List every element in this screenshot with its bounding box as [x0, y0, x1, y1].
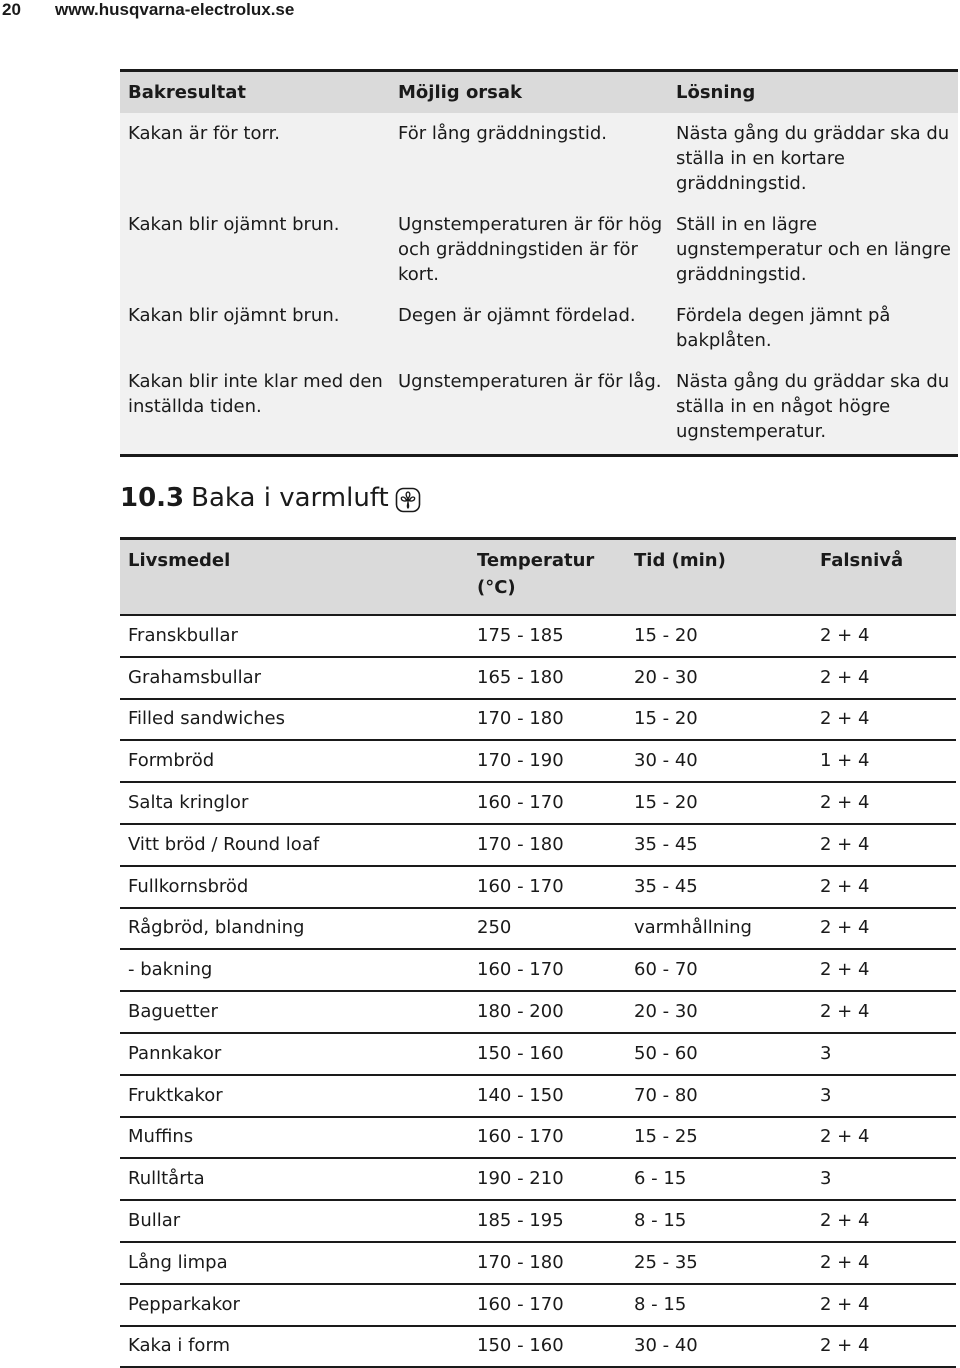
table-row — [120, 1327, 956, 1368]
table-row — [120, 353, 958, 444]
table-cell: 165 - 180 — [477, 666, 564, 688]
table-cell: 150 - 160 — [477, 1042, 564, 1064]
table-row — [120, 1243, 956, 1285]
table-row — [120, 658, 956, 700]
table-cell: 160 - 170 — [477, 1126, 564, 1148]
table-cell: För lång gräddningstid. — [398, 123, 607, 144]
table-cell: Kaka i form — [128, 1335, 231, 1357]
table-cell: 170 - 180 — [477, 833, 564, 855]
table-cell: 60 - 70 — [634, 959, 698, 981]
page-number: 20 — [2, 0, 21, 19]
table-cell: 140 - 150 — [477, 1084, 564, 1106]
table-row — [120, 1034, 956, 1076]
table-cell: Rågbröd, blandning — [128, 917, 305, 939]
table-row — [120, 287, 958, 353]
table-cell: 6 - 15 — [634, 1168, 687, 1190]
column-header-losning: Lösning — [676, 82, 756, 103]
table-cell: 2 + 4 — [820, 917, 870, 939]
table-cell: Degen är ojämnt fördelad. — [398, 305, 636, 326]
table-row — [120, 1285, 956, 1327]
table-row — [120, 1159, 956, 1201]
table-cell: Pepparkakor — [128, 1293, 240, 1315]
table-cell: 3 — [820, 1042, 832, 1064]
table-cell: 160 - 170 — [477, 959, 564, 981]
column-header-falsniva: Falsnivå — [820, 550, 904, 571]
table-header-row — [120, 72, 958, 113]
table-row — [120, 616, 956, 658]
table-row — [120, 909, 956, 951]
table-cell: Muffins — [128, 1126, 194, 1148]
table-cell: Grahamsbullar — [128, 666, 261, 688]
table-cell: - bakning — [128, 959, 213, 981]
table-cell: Ugnstemperaturen är för låg. — [398, 371, 662, 392]
table-row — [120, 1118, 956, 1160]
table-cell: 35 - 45 — [634, 875, 698, 897]
table-cell: Rulltårta — [128, 1168, 205, 1190]
baking-table-body — [120, 616, 956, 1368]
table-cell: 15 - 20 — [634, 792, 698, 814]
table-header-row — [120, 540, 956, 616]
table-cell: 70 - 80 — [634, 1084, 698, 1106]
table-cell: 2 + 4 — [820, 875, 870, 897]
table-row — [120, 741, 956, 783]
table-cell: 170 - 180 — [477, 1251, 564, 1273]
table-cell: Fördela degen jämnt på bakplåten. — [676, 305, 891, 351]
table-cell: Salta kringlor — [128, 792, 249, 814]
table-cell: Fullkornsbröd — [128, 875, 249, 897]
table-cell: 2 + 4 — [820, 666, 870, 688]
table-cell: Kakan blir inte klar med den inställda tiden. — [128, 371, 383, 417]
table-cell: 3 — [820, 1168, 832, 1190]
table-cell: 2 + 4 — [820, 1293, 870, 1315]
table-row — [120, 783, 956, 825]
table-cell: 160 - 170 — [477, 875, 564, 897]
fan-icon — [395, 485, 421, 511]
section-heading — [120, 478, 421, 518]
table-cell: Pannkakor — [128, 1042, 222, 1064]
table-row — [120, 1076, 956, 1118]
table-cell: 8 - 15 — [634, 1210, 687, 1232]
table-row — [120, 1201, 956, 1243]
table-cell: 20 - 30 — [634, 666, 698, 688]
table-cell: 2 + 4 — [820, 1126, 870, 1148]
table-cell: 2 + 4 — [820, 708, 870, 730]
table-cell: Formbröd — [128, 750, 215, 772]
table-cell: 170 - 180 — [477, 708, 564, 730]
table-cell: 2 + 4 — [820, 792, 870, 814]
table-cell: 20 - 30 — [634, 1001, 698, 1023]
table-cell: 170 - 190 — [477, 750, 564, 772]
table-cell: 2 + 4 — [820, 959, 870, 981]
table-cell: 160 - 170 — [477, 792, 564, 814]
table-cell: 25 - 35 — [634, 1251, 698, 1273]
table-cell: Nästa gång du gräddar ska du ställa in en kortare gräddningstid. — [676, 123, 950, 194]
column-header-orsak: Möjlig orsak — [398, 82, 523, 103]
table-cell: Vitt bröd / Round loaf — [128, 833, 320, 855]
table-cell: Baguetter — [128, 1001, 218, 1023]
table-cell: 1 + 4 — [820, 750, 870, 772]
table-cell: 175 - 185 — [477, 624, 564, 646]
table-row — [120, 700, 956, 742]
troubleshooting-table — [120, 69, 958, 457]
column-header-bakresultat: Bakresultat — [128, 82, 246, 103]
table-cell: 2 + 4 — [820, 624, 870, 646]
table-cell: Lång limpa — [128, 1251, 228, 1273]
table-cell: 15 - 20 — [634, 624, 698, 646]
table-cell: 15 - 25 — [634, 1126, 698, 1148]
table-row — [120, 950, 956, 992]
section-title-text: Baka i varmluft — [191, 483, 389, 513]
table-cell: Filled sandwiches — [128, 708, 285, 730]
table-row — [120, 825, 956, 867]
table-row — [120, 113, 958, 196]
table-cell: 30 - 40 — [634, 1335, 698, 1357]
baking-table — [120, 537, 956, 1368]
table-cell: Fruktkakor — [128, 1084, 223, 1106]
table-cell: 150 - 160 — [477, 1335, 564, 1357]
table-cell: Franskbullar — [128, 624, 238, 646]
table-row — [120, 992, 956, 1034]
table-cell: 2 + 4 — [820, 1210, 870, 1232]
table-cell: 2 + 4 — [820, 1001, 870, 1023]
table-cell: 50 - 60 — [634, 1042, 698, 1064]
table-cell: 2 + 4 — [820, 1335, 870, 1357]
table-cell: 8 - 15 — [634, 1293, 687, 1315]
table-cell: Kakan blir ojämnt brun. — [128, 305, 340, 326]
table-cell: 2 + 4 — [820, 833, 870, 855]
table-cell: 190 - 210 — [477, 1168, 564, 1190]
table-cell: 180 - 200 — [477, 1001, 564, 1023]
table-row — [120, 867, 956, 909]
column-header-livsmedel: Livsmedel — [128, 550, 231, 571]
table-cell: Ugnstemperaturen är för hög och gräddningstiden är för kort. — [398, 214, 663, 285]
table-cell: Bullar — [128, 1210, 181, 1232]
section-number: 10.3 — [120, 483, 185, 513]
table-row — [120, 196, 958, 287]
column-header-temperatur: Temperatur (°C) — [477, 550, 595, 598]
table-cell: varmhållning — [634, 917, 752, 939]
table-cell: 250 — [477, 917, 512, 939]
table-cell: 2 + 4 — [820, 1251, 870, 1273]
table-cell: Nästa gång du gräddar ska du ställa in en något högre ugnstemperatur. — [676, 371, 950, 442]
column-header-tid: Tid (min) — [634, 550, 726, 571]
website-link[interactable]: www.husqvarna-electrolux.se — [55, 0, 295, 19]
table-cell: Ställ in en lägre ugnstemperatur och en längre gräddningstid. — [676, 214, 951, 285]
table-cell: 30 - 40 — [634, 750, 698, 772]
table-cell: Kakan är för torr. — [128, 123, 281, 144]
table-cell: 185 - 195 — [477, 1210, 564, 1232]
table-cell: Kakan blir ojämnt brun. — [128, 214, 340, 235]
table-cell: 160 - 170 — [477, 1293, 564, 1315]
table-cell: 3 — [820, 1084, 832, 1106]
table-cell: 35 - 45 — [634, 833, 698, 855]
table-cell: 15 - 20 — [634, 708, 698, 730]
